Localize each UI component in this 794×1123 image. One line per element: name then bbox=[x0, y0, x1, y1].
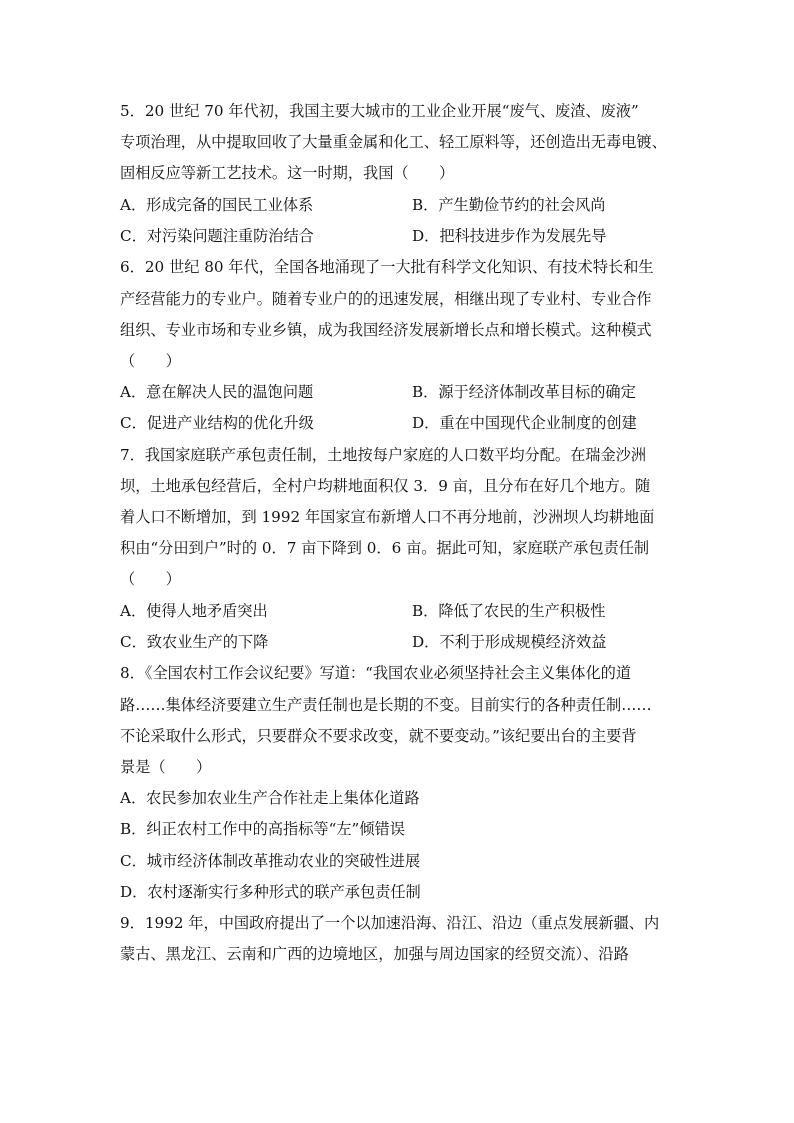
question-6-line-3: 组织、专业市场和专业乡镇，成为我国经济发展新增长点和增长模式。这种模式 bbox=[120, 321, 652, 339]
question-7-line-2: 坝，土地承包经营后，全村户均耕地面积仅 3．9 亩，且分布在好几个地方。随 bbox=[120, 477, 651, 495]
question-7-option-c[interactable]: C．致农业生产的下降 bbox=[120, 633, 269, 651]
question-6-option-b[interactable]: B．源于经济体制改革目标的确定 bbox=[412, 383, 636, 401]
question-6-option-c[interactable]: C．促进产业结构的优化升级 bbox=[120, 414, 314, 432]
question-7-option-a[interactable]: A．使得人地矛盾突出 bbox=[120, 602, 268, 620]
question-6-line-4: （ ） bbox=[120, 352, 181, 370]
question-5-option-d[interactable]: D．把科技进步作为发展先导 bbox=[412, 227, 607, 245]
question-9-line-2: 蒙古、黑龙江、云南和广西的边境地区，加强与周边国家的经贸交流）、沿路 bbox=[120, 945, 629, 963]
question-6-line-1: 6．20 世纪 80 年代，全国各地涌现了一大批有科学文化知识、有技术特长和生 bbox=[120, 258, 654, 276]
question-6-line-2: 产经营能力的专业户。随着专业户的的迅速发展，相继出现了专业村、专业合作 bbox=[120, 290, 652, 308]
question-5-line-1: 5．20 世纪 70 年代初，我国主要大城市的工业企业开展“废气、废渣、废液” bbox=[120, 102, 639, 120]
question-5-option-a[interactable]: A．形成完备的国民工业体系 bbox=[120, 196, 314, 214]
question-8-option-a[interactable]: A．农民参加农业生产合作社走上集体化道路 bbox=[120, 789, 420, 807]
question-8-line-1: 8．《全国农村工作会议纪要》写道：“我国农业必须坚持社会主义集体化的道 bbox=[120, 664, 632, 682]
question-7-option-d[interactable]: D．不利于形成规模经济效益 bbox=[412, 633, 607, 651]
question-5-line-3: 固相反应等新工艺技术。这一时期，我国（ ） bbox=[120, 164, 455, 182]
question-8-line-4: 景是（ ） bbox=[120, 758, 212, 776]
question-9-line-1: 9．1992 年，中国政府提出了一个以加速沿海、沿江、沿边（重点发展新疆、内 bbox=[120, 914, 660, 932]
question-6-option-a[interactable]: A．意在解决人民的温饱问题 bbox=[120, 383, 314, 401]
question-5-line-2: 专项治理，从中提取回收了大量重金属和化工、轻工原料等，还创造出无毒电镀、 bbox=[120, 133, 667, 151]
question-5-option-c[interactable]: C．对污染问题注重防治结合 bbox=[120, 227, 314, 245]
question-7-line-4: 积由“分田到户”时的 0．7 亩下降到 0．6 亩。据此可知，家庭联产承包责任制 bbox=[120, 539, 650, 557]
question-7-line-5: （ ） bbox=[120, 570, 181, 588]
question-8-option-b[interactable]: B．纠正农村工作中的高指标等“左”倾错误 bbox=[120, 820, 405, 838]
question-8-line-2: 路……集体经济要建立生产责任制也是长期的不变。目前实行的各种责任制…… bbox=[120, 696, 652, 714]
question-6-option-d[interactable]: D．重在中国现代企业制度的创建 bbox=[412, 414, 637, 432]
question-7-option-b[interactable]: B．降低了农民的生产积极性 bbox=[412, 602, 606, 620]
question-5-option-b[interactable]: B．产生勤俭节约的社会风尚 bbox=[412, 196, 606, 214]
question-7-line-3: 着人口不断增加，到 1992 年国家宣布新增人口不再分地前，沙洲坝人均耕地面 bbox=[120, 508, 655, 526]
question-7-line-1: 7．我国家庭联产承包责任制，土地按每户家庭的人口数平均分配。在瑞金沙洲 bbox=[120, 446, 647, 464]
question-8-line-3: 不论采取什么形式，只要群众不要求改变，就不要变动。”该纪要出台的主要背 bbox=[120, 727, 637, 745]
question-8-option-d[interactable]: D．农村逐渐实行多种形式的联产承包责任制 bbox=[120, 883, 421, 901]
question-8-option-c[interactable]: C．城市经济体制改革推动农业的突破性进展 bbox=[120, 852, 421, 870]
